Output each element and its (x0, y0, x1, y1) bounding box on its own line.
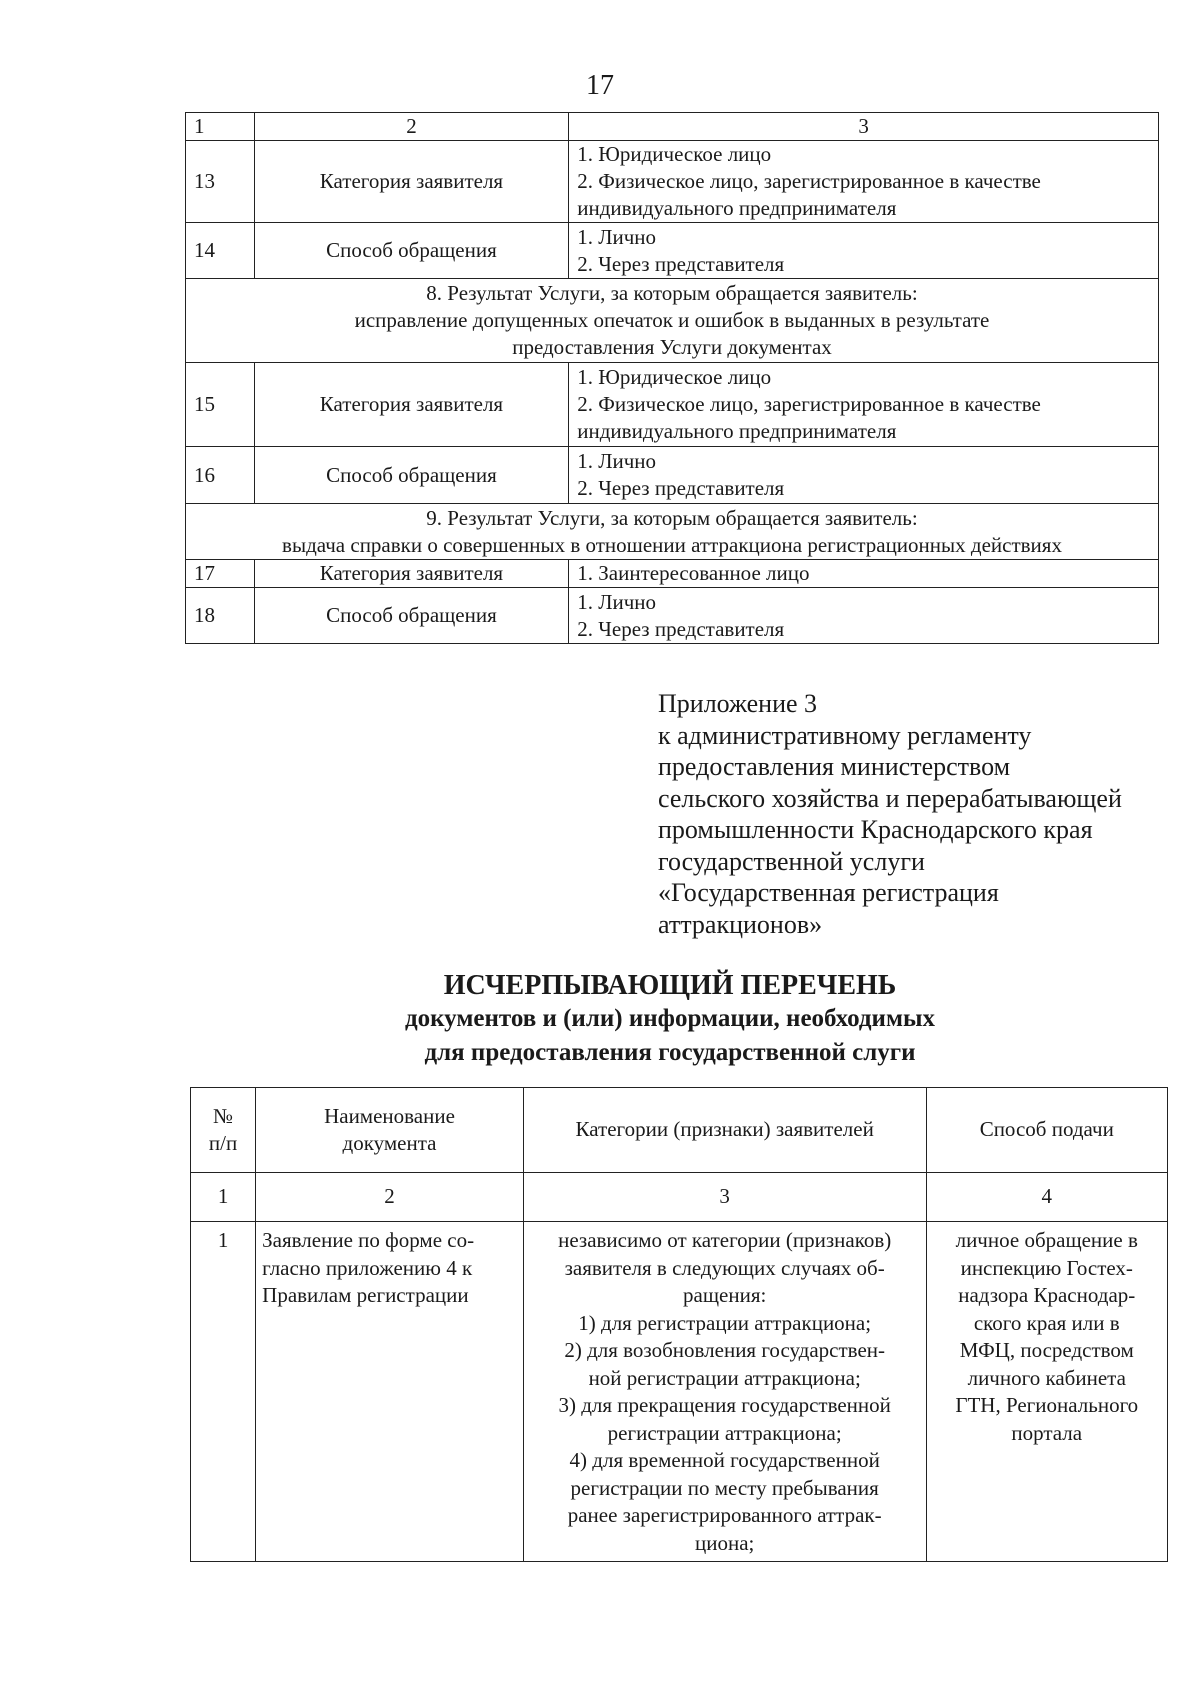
cell-line: 2) для возобновления государствен- (564, 1338, 886, 1362)
row-number: 1 (191, 1222, 256, 1562)
row-name: Способ обращения (254, 588, 569, 644)
value-line: 1. Заинтересованное лицо (577, 561, 810, 585)
row-name: Категория заявителя (254, 363, 569, 447)
value-line: 1. Лично (577, 589, 657, 614)
section-row (186, 504, 1159, 560)
index-cell: 3 (523, 1173, 926, 1222)
table-row (186, 588, 1159, 644)
appendix-line: предоставления министерством (658, 752, 1011, 781)
document-title: ИСЧЕРПЫВАЮЩИЙ ПЕРЕЧЕНЬ (443, 970, 897, 1001)
services-table (185, 112, 1159, 644)
header-line: Способ подачи (979, 1117, 1114, 1142)
row-values (569, 447, 1159, 504)
appendix-reference (658, 688, 1178, 940)
header-cell: 1 (186, 113, 255, 141)
section-line: 9. Результат Услуги, за которым обращается заявитель: (426, 505, 918, 530)
value-line: 1. Лично (577, 449, 657, 473)
row-values (569, 560, 1159, 588)
appendix-line: аттракционов» (658, 909, 823, 939)
cell-line: циона; (694, 1530, 755, 1555)
header-method (926, 1088, 1168, 1173)
row-number: 16 (186, 447, 255, 504)
section-line: выдача справки о совершенных в отношении аттракциона регистрационных действиях (282, 532, 1062, 557)
section-line: исправление допущенных опечаток и ошибок в выданных в результате (354, 308, 990, 332)
table-header-row (186, 113, 1159, 141)
row-values (569, 223, 1159, 279)
value-line: 2. Через представителя (577, 476, 785, 500)
table-row (186, 363, 1159, 447)
row-values (569, 588, 1159, 644)
row-category (523, 1222, 926, 1562)
table-row (186, 223, 1159, 279)
appendix-line: «Государственная регистрация (658, 878, 999, 907)
header-line: документа (342, 1131, 437, 1155)
document-subtitle: для предоставления государственной слуги (424, 1039, 916, 1066)
index-cell: 1 (191, 1173, 256, 1222)
table-row (186, 560, 1159, 588)
cell-line: портала (1011, 1420, 1083, 1445)
table-row (186, 141, 1159, 223)
cell-line: ранее зарегистрированного аттрак- (567, 1503, 882, 1527)
value-line: 2. Физическое лицо, зарегистрированное в качестве (577, 392, 1041, 416)
row-document (256, 1222, 524, 1562)
value-line: индивидуального предпринимателя (577, 196, 897, 220)
header-number (191, 1088, 256, 1173)
cell-line: ского края или в (973, 1310, 1120, 1335)
cell-line: личного кабинета (967, 1365, 1126, 1390)
section-heading (186, 504, 1159, 560)
cell-line: ГТН, Регионального (955, 1393, 1139, 1417)
row-name: Способ обращения (254, 447, 569, 504)
header-line: Наименование (324, 1103, 455, 1128)
row-number: 15 (186, 363, 255, 447)
table-row (191, 1222, 1168, 1562)
section-row (186, 279, 1159, 363)
value-line: 2. Физическое лицо, зарегистрированное в качестве (577, 169, 1041, 193)
section-line: предоставления Услуги документах (512, 335, 832, 359)
row-number: 14 (186, 223, 255, 279)
index-cell: 4 (926, 1173, 1168, 1222)
section-heading (186, 279, 1159, 363)
value-line: индивидуального предпринимателя (577, 419, 897, 443)
row-number: 17 (186, 560, 255, 588)
cell-line: 3) для прекращения государственной (558, 1393, 891, 1417)
value-line: 1. Юридическое лицо (577, 142, 772, 166)
cell-line: Правилам регистрации (262, 1283, 469, 1307)
cell-line: независимо от категории (признаков) (558, 1228, 892, 1252)
header-cell: 3 (569, 113, 1159, 141)
header-cell: 2 (254, 113, 569, 141)
appendix-line: Приложение 3 (658, 689, 818, 718)
header-document (256, 1088, 524, 1173)
table-header-row (191, 1088, 1168, 1173)
cell-line: личное обращение в (955, 1228, 1138, 1252)
cell-line: регистрации аттракциона; (607, 1420, 842, 1445)
cell-line: надзора Краснодар- (958, 1283, 1136, 1307)
cell-line: 1) для регистрации аттракциона; (578, 1310, 872, 1335)
cell-line: инспекцию Гостех- (960, 1255, 1133, 1280)
cell-line: гласно приложению 4 к (262, 1255, 473, 1280)
appendix-line: к административному регламенту (658, 720, 1032, 750)
value-line: 1. Юридическое лицо (577, 365, 772, 389)
document-subtitle: документов и (или) информации, необходимых (404, 1005, 936, 1032)
row-name: Способ обращения (254, 223, 569, 279)
header-line: Категории (признаки) заявителей (575, 1117, 874, 1142)
header-line: № (213, 1103, 234, 1128)
row-values (569, 141, 1159, 223)
appendix-line: сельского хозяйства и перерабатывающей (658, 783, 1122, 813)
cell-line: Заявление по форме со- (262, 1228, 475, 1252)
documents-table (190, 1087, 1168, 1562)
column-index-row (191, 1173, 1168, 1222)
cell-line: ращения: (683, 1283, 767, 1307)
section-line: 8. Результат Услуги, за которым обращается заявитель: (426, 281, 918, 305)
value-line: 1. Лично (577, 224, 657, 249)
cell-line: МФЦ, посредством (959, 1338, 1134, 1362)
appendix-line: промышленности Краснодарского края (658, 815, 1093, 844)
cell-line: ной регистрации аттракциона; (588, 1365, 861, 1390)
cell-line: регистрации по месту пребывания (570, 1475, 879, 1500)
row-method (926, 1222, 1168, 1562)
row-values (569, 363, 1159, 447)
cell-line: 4) для временной государственной (569, 1448, 880, 1472)
header-line: п/п (208, 1131, 238, 1155)
row-name: Категория заявителя (254, 141, 569, 223)
appendix-line: государственной услуги (658, 846, 925, 876)
row-number: 13 (186, 141, 255, 223)
page-number: 17 (586, 70, 614, 101)
value-line: 2. Через представителя (577, 251, 785, 276)
value-line: 2. Через представителя (577, 616, 785, 641)
cell-line: заявителя в следующих случаях об- (564, 1255, 885, 1280)
table-row (186, 447, 1159, 504)
index-cell: 2 (256, 1173, 524, 1222)
row-number: 18 (186, 588, 255, 644)
header-category (523, 1088, 926, 1173)
row-name: Категория заявителя (254, 560, 569, 588)
